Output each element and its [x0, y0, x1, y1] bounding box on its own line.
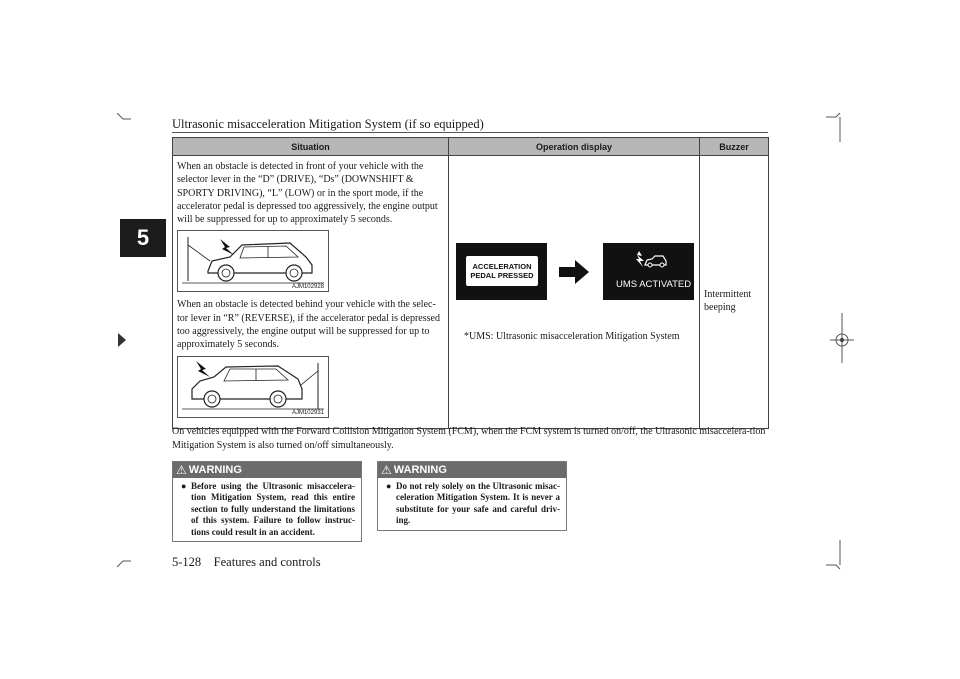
buzzer-line-2: beeping [704, 302, 736, 313]
header-rule [172, 132, 768, 133]
page-footer [172, 555, 321, 570]
situation-cell [173, 156, 449, 429]
warning-box-2 [377, 461, 567, 531]
acceleration-line-1: ACCELERATION [472, 262, 532, 271]
crop-mark-top-right [826, 112, 842, 142]
chapter-tab: 5 [120, 219, 166, 257]
table-row [173, 156, 769, 429]
ums-activated-label: UMS ACTIVATED [616, 279, 692, 290]
footer-section: Features and controls [213, 555, 321, 569]
acceleration-pedal-message [466, 256, 538, 286]
figure-forward-obstacle [177, 230, 329, 292]
buzzer-cell [700, 156, 769, 429]
warning-triangle-icon: ⚠ [176, 463, 187, 477]
figure-forward-id: AJM102928 [291, 284, 324, 291]
display-acceleration-screen [456, 243, 547, 300]
display-ums-activated-screen [603, 243, 694, 300]
bullet-icon: ● [386, 481, 392, 491]
situation-forward-text: When an obstacle is detected in front of your vehicle with the selector lever in the “D” (DRIVE), “Ds” (DOWNSHIFT & SPORTY DRIVING), “L” (LOW) or in the sport mode, if the accelerator pedal is depressed too aggressively, the engine output will be suppressed for up to approximately 5 seconds. [177, 161, 438, 226]
page-header-title: Ultrasonic misacceleration Mitigation System (if so equipped) [172, 117, 484, 131]
warning-triangle-icon: ⚠ [381, 463, 392, 477]
warning-body-2 [378, 478, 566, 531]
warning-body-1 [173, 478, 361, 542]
arrow-right-icon [559, 258, 591, 286]
crop-mark-bottom-right [826, 540, 842, 570]
warning-title-2: WARNING [393, 464, 447, 476]
buzzer-line-1: Intermittent [704, 289, 752, 300]
warning-header-1 [173, 462, 361, 478]
operation-table [172, 137, 769, 429]
page-number: 5-128 [172, 555, 202, 569]
fcm-paragraph: On vehicles equipped with the Forward Collision Mitigation System (FCM), when the FCM system is turned on/off, the Ultrasonic misaccelera-tion Mitigation System is also turned on/off simultaneously. [172, 426, 766, 451]
figure-reverse-obstacle [177, 356, 329, 418]
vehicle-front-obstacle-illustration [178, 231, 328, 291]
column-header-operation-display: Operation display [449, 138, 700, 156]
situation-reverse-text: When an obstacle is detected behind your vehicle with the selec-tor lever in “R” (REVERSE), if the accelerator pedal is depressed too aggressively, the engine output will be suppressed for up to approximately 5 seconds. [177, 299, 440, 351]
crop-mark-top-left [117, 113, 131, 123]
vehicle-rear-obstacle-illustration [178, 357, 328, 417]
buzzer-text [704, 288, 751, 314]
warning-text-1: Before using the Ultrasonic misaccelera-tion Mitigation System, read this entire section to fully understand the limitations of this system. Failure to follow instruc-tions could result in an accident. [191, 481, 355, 537]
column-header-buzzer: Buzzer [700, 138, 769, 156]
figure-reverse-id: AJM102931 [291, 409, 324, 416]
crop-mark-right-mid [830, 313, 854, 363]
acceleration-line-2: PEDAL PRESSED [470, 271, 534, 280]
operation-display-cell [449, 156, 700, 429]
car-warning-icon [633, 249, 667, 269]
warning-header-2 [378, 462, 566, 478]
bullet-icon: ● [181, 481, 187, 491]
ums-footnote: *UMS: Ultrasonic misacceleration Mitigation System [464, 331, 680, 342]
warning-text-2: Do not rely solely on the Ultrasonic misac-celeration Mitigation System. It is never a substitute for your safe and careful driv-ing. [396, 481, 560, 526]
warning-title-1: WARNING [188, 464, 242, 476]
warning-box-1 [172, 461, 362, 542]
crop-mark-left-mid [118, 333, 128, 347]
table-header-row [173, 138, 769, 156]
crop-mark-bottom-left [117, 558, 131, 568]
column-header-situation: Situation [173, 138, 449, 156]
